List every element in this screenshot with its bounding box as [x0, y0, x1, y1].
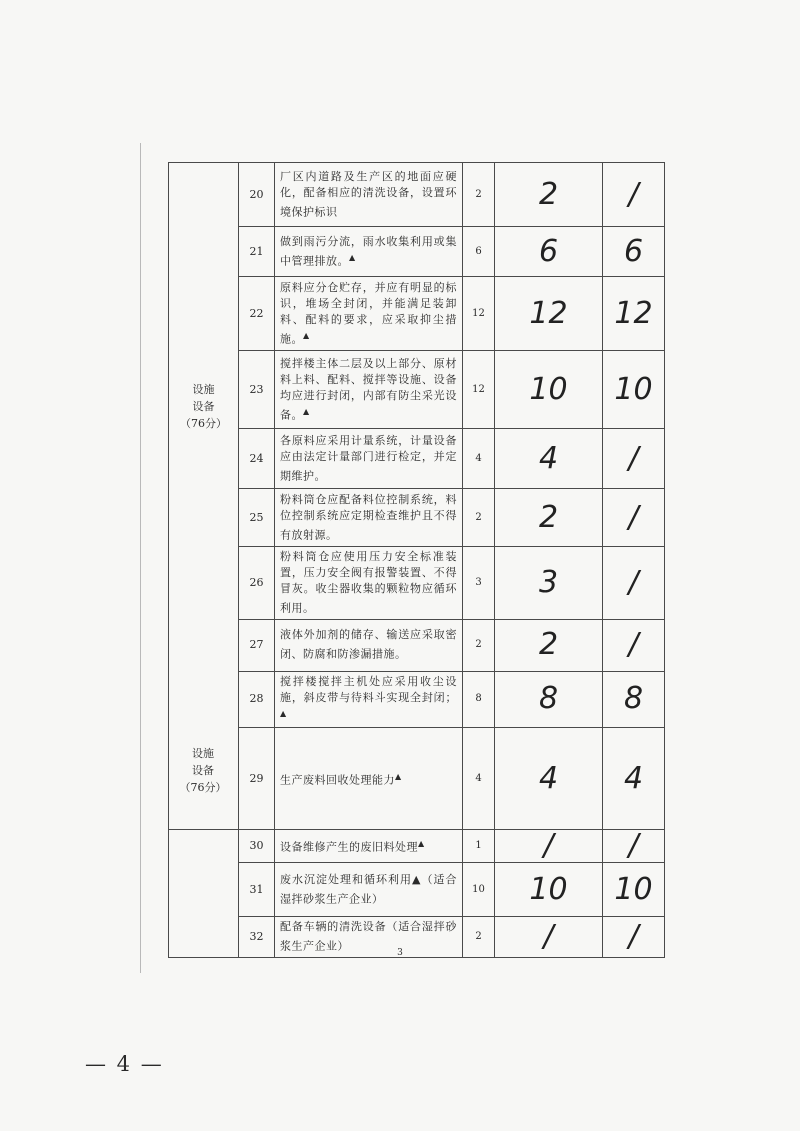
item-description: 粉料筒仓应使用压力安全标准装置，压力安全阀有报警装置、不得冒灰。收尘器收集的颗粒物应循环利用。 — [275, 547, 463, 620]
handwritten-score-1: 2 — [495, 163, 603, 227]
handwritten-score-2: 6 — [603, 227, 665, 277]
handwritten-score-2: 10 — [603, 863, 665, 917]
table-row — [169, 671, 665, 728]
handwritten-score-2: / — [603, 547, 665, 620]
category-cell-1 — [169, 163, 239, 830]
item-number: 23 — [239, 351, 275, 429]
full-score: 2 — [463, 163, 495, 227]
scan-edge-line — [140, 143, 141, 973]
handwritten-score-2: 12 — [603, 277, 665, 351]
handwritten-score-1: 2 — [495, 489, 603, 547]
item-description: 粉料筒仓应配备料位控制系统，料位控制系统应定期检查维护且不得有放射源。 — [275, 489, 463, 547]
table-row — [169, 547, 665, 620]
handwritten-score-2: / — [603, 429, 665, 489]
item-number: 31 — [239, 863, 275, 917]
table-row — [169, 489, 665, 547]
handwritten-score-2: / — [603, 489, 665, 547]
full-score: 10 — [463, 863, 495, 917]
item-number: 24 — [239, 429, 275, 489]
item-description: 液体外加剂的储存、输送应采取密闭、防腐和防渗漏措施。 — [275, 619, 463, 671]
item-description: 配备车辆的清洗设备（适合湿拌砂浆生产企业） — [275, 917, 463, 958]
item-number: 32 — [239, 917, 275, 958]
item-number: 28 — [239, 671, 275, 728]
item-number: 21 — [239, 227, 275, 277]
item-description: 厂区内道路及生产区的地面应硬化，配备相应的清洗设备，设置环境保护标识 — [275, 163, 463, 227]
item-number: 20 — [239, 163, 275, 227]
full-score: 4 — [463, 728, 495, 830]
category-sub: 设备 — [192, 764, 214, 777]
item-number: 25 — [239, 489, 275, 547]
full-score: 2 — [463, 917, 495, 958]
full-score: 4 — [463, 429, 495, 489]
handwritten-score-1: 3 — [495, 547, 603, 620]
item-description: 生产废料回收处理能力▲ — [275, 728, 463, 830]
table-row — [169, 163, 665, 227]
category-name: 设施 — [192, 747, 214, 760]
handwritten-score-1: 10 — [495, 863, 603, 917]
full-score: 2 — [463, 619, 495, 671]
item-number: 29 — [239, 728, 275, 830]
item-number: 30 — [239, 830, 275, 863]
handwritten-score-2: / — [603, 917, 665, 958]
handwritten-score-1: 4 — [495, 429, 603, 489]
full-score: 3 — [463, 547, 495, 620]
item-description: 做到雨污分流，雨水收集利用或集中管理排放。▲ — [275, 227, 463, 277]
footer-page-number: — 4 — — [85, 1052, 164, 1076]
category-name: 设施 — [192, 383, 215, 396]
handwritten-score-1: 10 — [495, 351, 603, 429]
handwritten-score-2: / — [603, 619, 665, 671]
table-row — [169, 830, 665, 863]
table-row — [169, 728, 665, 830]
table-row — [169, 351, 665, 429]
handwritten-score-1: / — [495, 917, 603, 958]
item-description: 废水沉淀处理和循环利用▲（适合湿拌砂浆生产企业） — [275, 863, 463, 917]
category-points: （76分） — [179, 781, 227, 794]
handwritten-score-2: 10 — [603, 351, 665, 429]
handwritten-score-1: / — [495, 830, 603, 863]
category-cell-2 — [169, 830, 239, 958]
full-score: 6 — [463, 227, 495, 277]
table-row — [169, 429, 665, 489]
item-description: 搅拌楼主体二层及以上部分、原材料上料、配料、搅拌等设施、设备均应进行封闭，内部有防尘采光设备。▲ — [275, 351, 463, 429]
handwritten-score-1: 2 — [495, 619, 603, 671]
handwritten-score-1: 12 — [495, 277, 603, 351]
full-score: 12 — [463, 351, 495, 429]
full-score: 8 — [463, 671, 495, 728]
handwritten-score-1: 6 — [495, 227, 603, 277]
item-description: 原料应分仓贮存，并应有明显的标识，堆场全封闭，并能满足装卸料、配料的要求，应采取抑尘措施。▲ — [275, 277, 463, 351]
full-score: 2 — [463, 489, 495, 547]
table-row — [169, 863, 665, 917]
handwritten-score-2: 4 — [603, 728, 665, 830]
item-number: 27 — [239, 619, 275, 671]
table-row — [169, 227, 665, 277]
handwritten-score-2: / — [603, 163, 665, 227]
item-number: 26 — [239, 547, 275, 620]
handwritten-score-1: 8 — [495, 671, 603, 728]
scoring-table — [168, 162, 665, 958]
full-score: 12 — [463, 277, 495, 351]
handwritten-score-2: / — [603, 830, 665, 863]
full-score: 1 — [463, 830, 495, 863]
item-description: 各原料应采用计量系统，计量设备应由法定计量部门进行检定，并定期维护。 — [275, 429, 463, 489]
table-row — [169, 619, 665, 671]
category-sub: 设备 — [192, 400, 215, 413]
category-points: （76分） — [180, 417, 227, 430]
item-description: 设备维修产生的废旧料处理▲ — [275, 830, 463, 863]
handwritten-score-2: 8 — [603, 671, 665, 728]
item-number: 22 — [239, 277, 275, 351]
category-label-overlay — [168, 745, 238, 796]
table-row — [169, 277, 665, 351]
handwritten-score-1: 4 — [495, 728, 603, 830]
item-description: 搅拌楼搅拌主机处应采用收尘设施，斜皮带与待料斗实现全封闭；▲ — [275, 671, 463, 728]
inner-page-number: 3 — [397, 948, 403, 958]
